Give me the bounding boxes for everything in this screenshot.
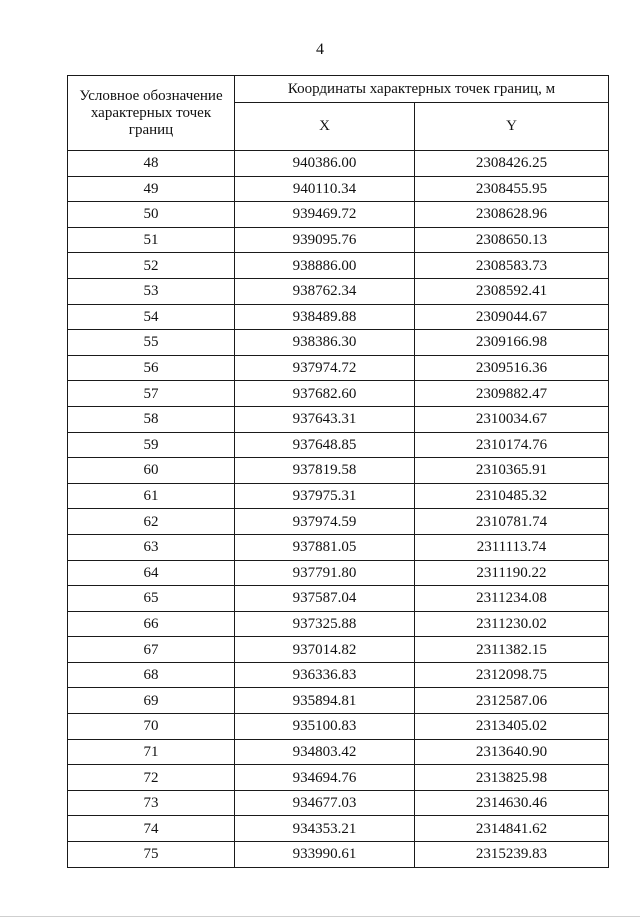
x-cell: 935100.83 [235, 714, 415, 740]
table-row [68, 253, 609, 279]
point-cell: 66 [68, 611, 235, 637]
point-cell: 73 [68, 790, 235, 816]
x-cell: 937974.72 [235, 355, 415, 381]
point-cell: 54 [68, 304, 235, 330]
point-cell: 64 [68, 560, 235, 586]
point-cell: 55 [68, 330, 235, 356]
point-cell: 51 [68, 227, 235, 253]
table-row [68, 304, 609, 330]
y-cell: 2308592.41 [415, 278, 609, 304]
point-cell: 50 [68, 202, 235, 228]
table-row [68, 483, 609, 509]
x-header: X [235, 103, 415, 151]
x-cell: 937587.04 [235, 586, 415, 612]
table-row [68, 534, 609, 560]
table-header [68, 76, 609, 151]
table-row [68, 381, 609, 407]
y-cell: 2312098.75 [415, 662, 609, 688]
table-row [68, 714, 609, 740]
x-cell: 935894.81 [235, 688, 415, 714]
page-bottom-edge [0, 916, 640, 917]
y-cell: 2308426.25 [415, 151, 609, 177]
point-cell: 65 [68, 586, 235, 612]
y-cell: 2310485.32 [415, 483, 609, 509]
point-cell: 63 [68, 534, 235, 560]
y-cell: 2309516.36 [415, 355, 609, 381]
point-cell: 59 [68, 432, 235, 458]
x-cell: 937881.05 [235, 534, 415, 560]
x-cell: 937975.31 [235, 483, 415, 509]
point-cell: 58 [68, 406, 235, 432]
table-row [68, 278, 609, 304]
y-cell: 2312587.06 [415, 688, 609, 714]
x-cell: 939095.76 [235, 227, 415, 253]
point-cell: 67 [68, 637, 235, 663]
point-cell: 68 [68, 662, 235, 688]
x-cell: 934677.03 [235, 790, 415, 816]
point-cell: 56 [68, 355, 235, 381]
point-cell: 69 [68, 688, 235, 714]
x-cell: 934803.42 [235, 739, 415, 765]
x-cell: 938762.34 [235, 278, 415, 304]
point-cell: 62 [68, 509, 235, 535]
page-number: 4 [316, 41, 324, 58]
y-header: Y [415, 103, 609, 151]
x-cell: 937791.80 [235, 560, 415, 586]
point-cell: 48 [68, 151, 235, 177]
x-cell: 937325.88 [235, 611, 415, 637]
y-cell: 2309166.98 [415, 330, 609, 356]
table-row [68, 560, 609, 586]
x-cell: 933990.61 [235, 842, 415, 868]
x-cell: 934694.76 [235, 765, 415, 791]
point-cell: 53 [68, 278, 235, 304]
y-cell: 2308628.96 [415, 202, 609, 228]
table-row [68, 790, 609, 816]
point-cell: 52 [68, 253, 235, 279]
table-row [68, 637, 609, 663]
table-row [68, 406, 609, 432]
y-cell: 2308455.95 [415, 176, 609, 202]
y-cell: 2310174.76 [415, 432, 609, 458]
table-row [68, 816, 609, 842]
point-cell: 70 [68, 714, 235, 740]
y-cell: 2313640.90 [415, 739, 609, 765]
coordinates-group-header: Координаты характерных точек границ, м [235, 76, 609, 103]
y-cell: 2309044.67 [415, 304, 609, 330]
x-cell: 937682.60 [235, 381, 415, 407]
point-cell: 74 [68, 816, 235, 842]
x-cell: 937974.59 [235, 509, 415, 535]
x-cell: 937643.31 [235, 406, 415, 432]
y-cell: 2309882.47 [415, 381, 609, 407]
point-cell: 49 [68, 176, 235, 202]
table-row [68, 739, 609, 765]
table-row [68, 355, 609, 381]
x-cell: 937014.82 [235, 637, 415, 663]
x-cell: 934353.21 [235, 816, 415, 842]
table-row [68, 688, 609, 714]
point-label-header: Условное обозначение характерных точек границ [68, 76, 235, 151]
table-row [68, 227, 609, 253]
table-row [68, 202, 609, 228]
y-cell: 2313825.98 [415, 765, 609, 791]
point-cell: 60 [68, 458, 235, 484]
table-row [68, 458, 609, 484]
x-cell: 937819.58 [235, 458, 415, 484]
y-cell: 2310781.74 [415, 509, 609, 535]
y-cell: 2311234.08 [415, 586, 609, 612]
table-row [68, 586, 609, 612]
x-cell: 938386.30 [235, 330, 415, 356]
table-row [68, 432, 609, 458]
y-cell: 2308583.73 [415, 253, 609, 279]
y-cell: 2308650.13 [415, 227, 609, 253]
point-cell: 72 [68, 765, 235, 791]
x-cell: 937648.85 [235, 432, 415, 458]
table-row [68, 611, 609, 637]
point-cell: 57 [68, 381, 235, 407]
x-cell: 940386.00 [235, 151, 415, 177]
point-cell: 75 [68, 842, 235, 868]
table-body [68, 151, 609, 868]
table-row [68, 842, 609, 868]
x-cell: 936336.83 [235, 662, 415, 688]
coordinates-table [67, 75, 609, 868]
y-cell: 2313405.02 [415, 714, 609, 740]
y-cell: 2310365.91 [415, 458, 609, 484]
x-cell: 938886.00 [235, 253, 415, 279]
x-cell: 938489.88 [235, 304, 415, 330]
y-cell: 2311113.74 [415, 534, 609, 560]
point-cell: 61 [68, 483, 235, 509]
y-cell: 2311190.22 [415, 560, 609, 586]
table-row [68, 509, 609, 535]
y-cell: 2314630.46 [415, 790, 609, 816]
y-cell: 2315239.83 [415, 842, 609, 868]
table-row [68, 330, 609, 356]
y-cell: 2310034.67 [415, 406, 609, 432]
table-row [68, 176, 609, 202]
point-cell: 71 [68, 739, 235, 765]
y-cell: 2314841.62 [415, 816, 609, 842]
x-cell: 940110.34 [235, 176, 415, 202]
table-row [68, 151, 609, 177]
y-cell: 2311382.15 [415, 637, 609, 663]
x-cell: 939469.72 [235, 202, 415, 228]
table-row [68, 662, 609, 688]
y-cell: 2311230.02 [415, 611, 609, 637]
table-row [68, 765, 609, 791]
